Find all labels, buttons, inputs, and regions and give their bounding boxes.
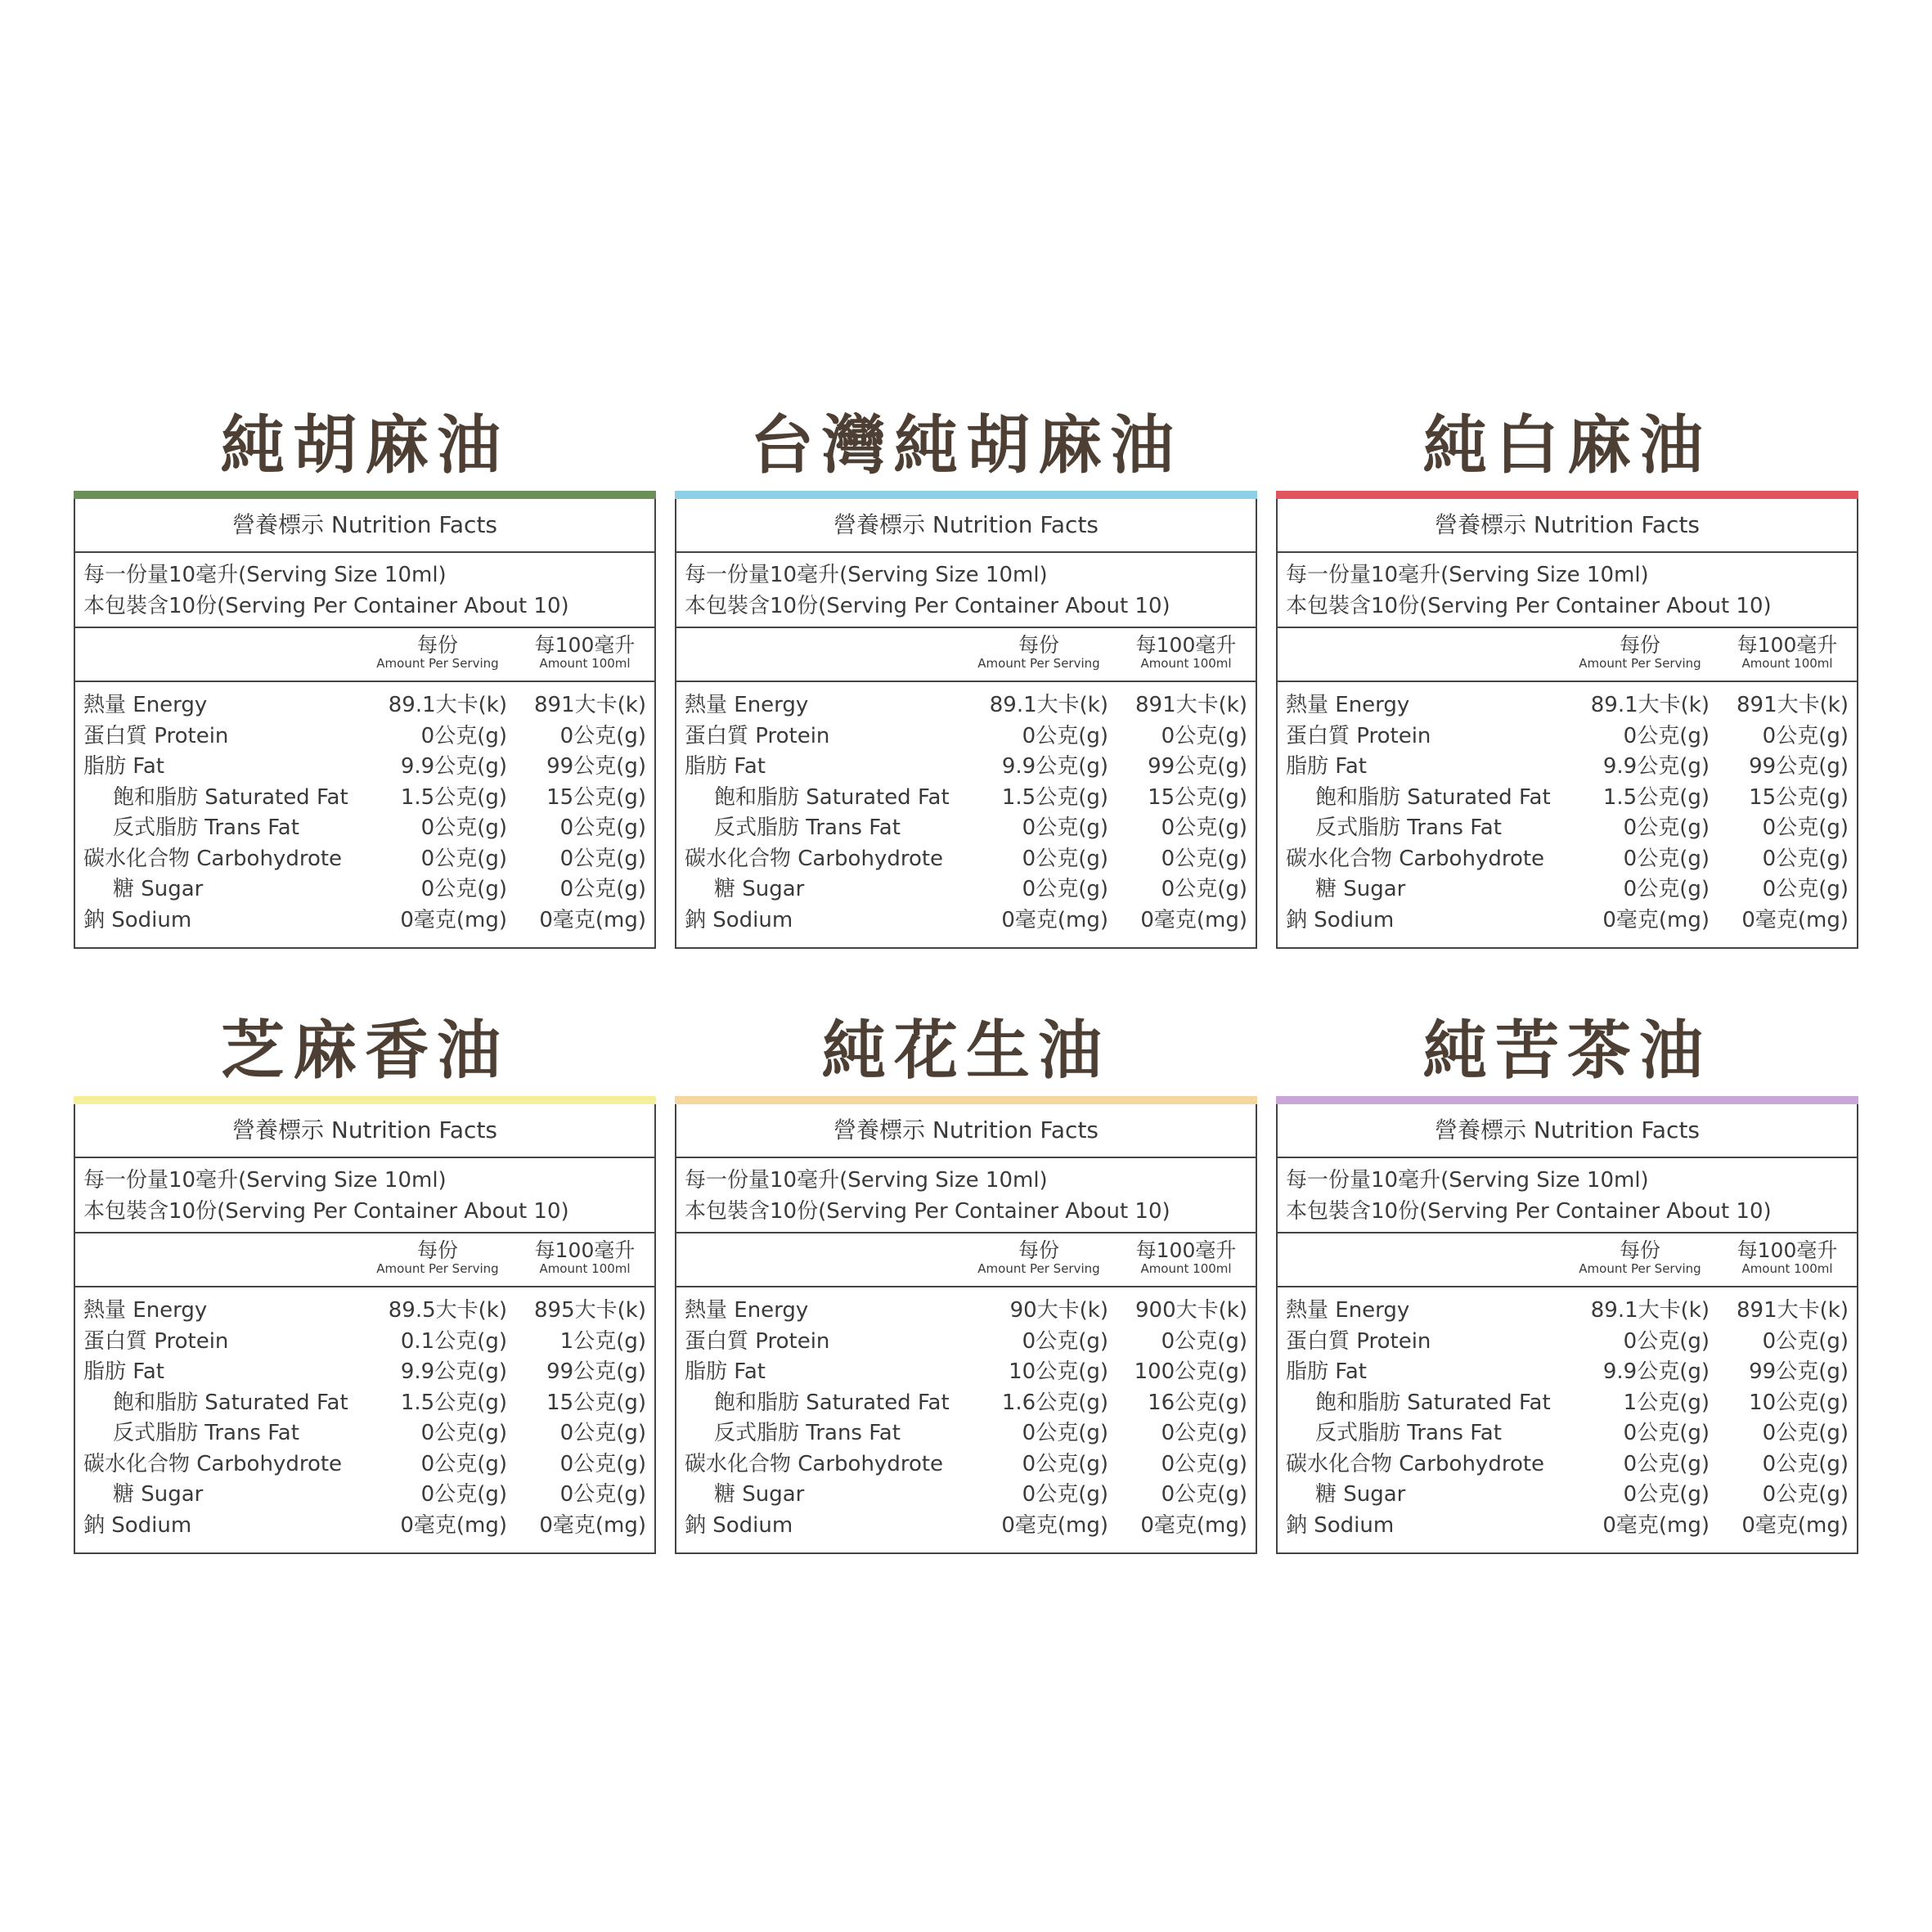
per-serving-value: 0毫克(mg) (400, 1512, 507, 1538)
per-100ml-value: 891大卡(k) (534, 693, 646, 717)
per-serving-value: 0公克(g) (1623, 877, 1710, 901)
per-100ml-header-main: 每100毫升 (1737, 633, 1838, 657)
per-100ml-value: 891大卡(k) (1737, 1298, 1849, 1323)
per-serving-header (360, 628, 515, 681)
product-title: 台灣純胡麻油 (749, 409, 1182, 483)
servings-per-container: 本包裝含10份(Serving Per Container About 10) (1286, 1199, 1772, 1224)
per-serving-value: 0公克(g) (1022, 877, 1108, 901)
per-100ml-value: 99公克(g) (1148, 754, 1247, 779)
per-serving-value: 0公克(g) (1022, 1328, 1108, 1354)
per-serving-value: 0公克(g) (1022, 723, 1108, 748)
per-100ml-value: 0公克(g) (1161, 1451, 1247, 1476)
nutrient-row (685, 813, 1247, 844)
per-100ml-value: 99公克(g) (546, 754, 646, 779)
nutrient-name: 反式脂肪 Trans Fat (113, 815, 299, 840)
per-serving-header (961, 1233, 1117, 1286)
nutrient-row (83, 783, 646, 814)
per-serving-value: 0公克(g) (1623, 1451, 1710, 1476)
per-serving-value: 9.9公克(g) (1602, 754, 1710, 779)
nutrient-name: 碳水化合物 Carbohydrote (83, 1451, 343, 1476)
per-serving-value: 0公克(g) (420, 723, 507, 748)
nutrient-row (1286, 1418, 1849, 1449)
nutrient-name: 脂肪 Fat (83, 754, 164, 779)
per-serving-value: 9.9公克(g) (400, 1359, 507, 1384)
nutrient-row (685, 690, 1247, 721)
per-serving-value: 89.1大卡(k) (989, 693, 1108, 717)
nutrient-name: 飽和脂肪 Saturated Fat (113, 784, 348, 810)
nutrient-row (83, 1327, 646, 1358)
nutrient-name: 脂肪 Fat (685, 754, 766, 779)
serving-info (676, 553, 1256, 628)
label-header: 營養標示 Nutrition Facts (676, 499, 1256, 553)
nutrient-row (1286, 874, 1849, 905)
per-100ml-value: 15公克(g) (1148, 784, 1247, 810)
nutrient-name: 碳水化合物 Carbohydrote (685, 1451, 944, 1476)
per-serving-value: 1.6公克(g) (1001, 1390, 1108, 1415)
nutrient-row (1286, 1296, 1849, 1327)
nutrient-row (83, 721, 646, 753)
per-100ml-value: 895大卡(k) (534, 1298, 646, 1323)
nutrient-row (83, 1511, 646, 1542)
per-serving-value: 0公克(g) (420, 815, 507, 840)
per-100ml-header-sub: Amount 100ml (1741, 656, 1833, 671)
per-serving-value: 0公克(g) (420, 1451, 507, 1476)
label-header: 營養標示 Nutrition Facts (1278, 499, 1857, 553)
per-100ml-header (1117, 628, 1256, 681)
per-serving-value: 89.1大卡(k) (1590, 693, 1710, 717)
per-serving-header-main: 每份 (1018, 1238, 1059, 1262)
per-100ml-value: 10公克(g) (1749, 1390, 1849, 1415)
nutrient-row (1286, 1511, 1849, 1542)
nutrient-name: 糖 Sugar (113, 877, 204, 901)
per-100ml-value: 891大卡(k) (1135, 693, 1247, 717)
per-serving-value: 9.9公克(g) (1001, 754, 1108, 779)
nutrient-row (83, 752, 646, 783)
per-serving-value: 0公克(g) (1623, 723, 1710, 748)
nutrient-row (685, 783, 1247, 814)
per-100ml-value: 99公克(g) (546, 1359, 646, 1384)
per-serving-header (360, 1233, 515, 1286)
per-100ml-header-main: 每100毫升 (1135, 633, 1237, 657)
nutrient-rows (676, 682, 1256, 947)
nutrient-name: 鈉 Sodium (1286, 1512, 1395, 1538)
servings-per-container: 本包裝含10份(Serving Per Container About 10) (685, 594, 1170, 618)
per-100ml-value: 0公克(g) (1762, 1328, 1849, 1354)
per-100ml-value: 0公克(g) (1161, 815, 1247, 840)
per-serving-value: 90大卡(k) (1009, 1298, 1108, 1323)
per-100ml-value: 16公克(g) (1148, 1390, 1247, 1415)
per-100ml-header-sub: Amount 100ml (539, 656, 631, 671)
per-serving-header-sub: Amount Per Serving (1579, 1261, 1701, 1276)
per-100ml-value: 0公克(g) (559, 846, 646, 871)
nutrient-name: 熱量 Energy (1286, 1298, 1410, 1323)
per-100ml-value: 0公克(g) (1161, 846, 1247, 871)
per-100ml-value: 0公克(g) (1161, 877, 1247, 901)
nutrient-row (83, 1418, 646, 1449)
nutrient-name: 鈉 Sodium (83, 1512, 192, 1538)
per-serving-value: 0公克(g) (1623, 1421, 1710, 1445)
per-100ml-value: 0毫克(mg) (539, 907, 646, 932)
per-serving-value: 0公克(g) (420, 1421, 507, 1445)
nutrient-row (685, 1511, 1247, 1542)
per-100ml-value: 15公克(g) (546, 1390, 646, 1415)
nutrient-name: 反式脂肪 Trans Fat (714, 1421, 901, 1445)
per-serving-value: 0.1公克(g) (400, 1328, 507, 1354)
per-serving-header (961, 628, 1117, 681)
per-100ml-header (1117, 1233, 1256, 1286)
per-serving-value: 0毫克(mg) (1001, 1512, 1108, 1538)
nutrient-row (83, 1449, 646, 1480)
per-100ml-value: 15公克(g) (1749, 784, 1849, 810)
nutrient-rows (75, 1287, 654, 1552)
nutrient-name: 碳水化合物 Carbohydrote (1286, 846, 1545, 871)
per-serving-value: 0公克(g) (1623, 846, 1710, 871)
nutrient-row (685, 1327, 1247, 1358)
per-100ml-value: 0公克(g) (1762, 815, 1849, 840)
per-100ml-header-sub: Amount 100ml (539, 1261, 631, 1276)
per-serving-value: 0公克(g) (1022, 1421, 1108, 1445)
nutrient-name: 碳水化合物 Carbohydrote (1286, 1451, 1545, 1476)
serving-size: 每一份量10毫升(Serving Size 10ml) (685, 563, 1048, 587)
product-title: 純胡麻油 (220, 409, 509, 483)
nutrient-row (685, 752, 1247, 783)
per-100ml-value: 0公克(g) (1762, 1451, 1849, 1476)
serving-info (75, 553, 654, 628)
per-serving-header-sub: Amount Per Serving (376, 1261, 499, 1276)
nutrient-row (83, 844, 646, 875)
per-100ml-value: 0公克(g) (1161, 1421, 1247, 1445)
nutrient-row (83, 874, 646, 905)
per-serving-value: 10公克(g) (1009, 1359, 1108, 1384)
per-serving-value: 0公克(g) (420, 1482, 507, 1507)
per-100ml-value: 0公克(g) (559, 815, 646, 840)
per-100ml-header-main: 每100毫升 (534, 1238, 636, 1262)
nutrient-name: 飽和脂肪 Saturated Fat (1315, 1390, 1551, 1415)
nutrient-rows (75, 682, 654, 947)
nutrient-name: 蛋白質 Protein (83, 1328, 229, 1354)
accent-bar (675, 491, 1257, 499)
nutrient-name: 飽和脂肪 Saturated Fat (714, 1390, 950, 1415)
product-title: 純花生油 (821, 1014, 1110, 1088)
nutrient-name: 反式脂肪 Trans Fat (113, 1421, 299, 1445)
nutrient-row (1286, 844, 1849, 875)
servings-per-container: 本包裝含10份(Serving Per Container About 10) (83, 594, 569, 618)
accent-bar (1276, 491, 1858, 499)
nutrition-label (74, 1104, 656, 1554)
per-100ml-value: 0公克(g) (1161, 723, 1247, 748)
per-100ml-value: 15公克(g) (546, 784, 646, 810)
serving-size: 每一份量10毫升(Serving Size 10ml) (685, 1168, 1048, 1193)
per-serving-value: 1公克(g) (1623, 1390, 1710, 1415)
per-100ml-value: 0毫克(mg) (1741, 1512, 1849, 1538)
per-serving-value: 0毫克(mg) (1602, 1512, 1710, 1538)
nutrition-label (1276, 499, 1858, 949)
servings-per-container: 本包裝含10份(Serving Per Container About 10) (83, 1199, 569, 1224)
per-100ml-value: 0公克(g) (1762, 1482, 1849, 1507)
nutrient-row (685, 1388, 1247, 1419)
per-100ml-value: 0公克(g) (1161, 1328, 1247, 1354)
nutrition-panel (1276, 1006, 1858, 1562)
nutrient-name: 熱量 Energy (685, 1298, 809, 1323)
nutrient-name: 鈉 Sodium (685, 907, 793, 932)
nutrient-row (83, 1357, 646, 1388)
per-100ml-header (515, 1233, 654, 1286)
nutrient-row (1286, 752, 1849, 783)
nutrient-row (1286, 1357, 1849, 1388)
per-serving-header-main: 每份 (1619, 1238, 1660, 1262)
nutrient-name: 飽和脂肪 Saturated Fat (113, 1390, 348, 1415)
nutrient-rows (676, 1287, 1256, 1552)
column-headers (676, 628, 1256, 682)
accent-bar (1276, 1096, 1858, 1104)
per-serving-header-main: 每份 (1619, 633, 1660, 657)
per-serving-header-sub: Amount Per Serving (977, 1261, 1100, 1276)
nutrient-name: 糖 Sugar (714, 877, 805, 901)
per-100ml-header-sub: Amount 100ml (1741, 1261, 1833, 1276)
nutrition-panel (675, 1006, 1257, 1562)
nutrient-name: 反式脂肪 Trans Fat (1315, 815, 1502, 840)
per-serving-value: 1.5公克(g) (400, 1390, 507, 1415)
per-serving-value: 89.1大卡(k) (388, 693, 507, 717)
per-100ml-value: 0毫克(mg) (539, 1512, 646, 1538)
per-100ml-value: 0公克(g) (559, 1451, 646, 1476)
per-serving-value: 0毫克(mg) (400, 907, 507, 932)
product-title: 純白麻油 (1422, 409, 1711, 483)
servings-per-container: 本包裝含10份(Serving Per Container About 10) (685, 1199, 1170, 1224)
serving-size: 每一份量10毫升(Serving Size 10ml) (83, 1168, 447, 1193)
per-serving-value: 1.5公克(g) (400, 784, 507, 810)
serving-info (75, 1158, 654, 1233)
servings-per-container: 本包裝含10份(Serving Per Container About 10) (1286, 594, 1772, 618)
nutrient-row (1286, 1480, 1849, 1511)
per-serving-value: 0毫克(mg) (1602, 907, 1710, 932)
per-serving-value: 0毫克(mg) (1001, 907, 1108, 932)
per-serving-value: 89.1大卡(k) (1590, 1298, 1710, 1323)
per-serving-header-sub: Amount Per Serving (376, 656, 499, 671)
per-100ml-value: 1公克(g) (559, 1328, 646, 1354)
nutrient-rows (1278, 682, 1857, 947)
per-100ml-value: 0公克(g) (559, 723, 646, 748)
nutrient-row (685, 905, 1247, 937)
nutrition-panel (74, 1006, 656, 1562)
per-serving-value: 9.9公克(g) (1602, 1359, 1710, 1384)
nutrient-row (685, 721, 1247, 753)
product-title: 芝麻香油 (220, 1014, 509, 1088)
per-100ml-value: 0毫克(mg) (1140, 907, 1247, 932)
nutrient-rows (1278, 1287, 1857, 1552)
per-100ml-value: 0公克(g) (1762, 877, 1849, 901)
serving-size: 每一份量10毫升(Serving Size 10ml) (83, 563, 447, 587)
nutrient-name: 脂肪 Fat (685, 1359, 766, 1384)
nutrient-row (685, 1480, 1247, 1511)
nutrition-label (1276, 1104, 1858, 1554)
nutrient-name: 熱量 Energy (83, 693, 208, 717)
nutrition-label (675, 1104, 1257, 1554)
per-serving-header-sub: Amount Per Serving (1579, 656, 1701, 671)
nutrient-row (685, 1418, 1247, 1449)
nutrient-row (1286, 690, 1849, 721)
nutrient-row (685, 844, 1247, 875)
nutrient-name: 脂肪 Fat (83, 1359, 164, 1384)
nutrient-name: 碳水化合物 Carbohydrote (83, 846, 343, 871)
nutrient-row (1286, 1388, 1849, 1419)
per-100ml-value: 99公克(g) (1749, 754, 1849, 779)
per-serving-header-main: 每份 (416, 1238, 458, 1262)
nutrient-name: 蛋白質 Protein (83, 723, 229, 748)
serving-size: 每一份量10毫升(Serving Size 10ml) (1286, 563, 1649, 587)
nutrient-row (83, 905, 646, 937)
per-serving-value: 9.9公克(g) (400, 754, 507, 779)
nutrient-row (685, 1296, 1247, 1327)
per-100ml-value: 0公克(g) (1161, 1482, 1247, 1507)
per-100ml-header-main: 每100毫升 (1737, 1238, 1838, 1262)
per-100ml-header (1718, 628, 1857, 681)
nutrient-row (83, 690, 646, 721)
nutrient-name: 鈉 Sodium (83, 907, 192, 932)
nutrient-name: 脂肪 Fat (1286, 754, 1367, 779)
per-serving-value: 0公克(g) (420, 846, 507, 871)
per-100ml-value: 0毫克(mg) (1140, 1512, 1247, 1538)
per-100ml-value: 0公克(g) (559, 877, 646, 901)
per-100ml-header (515, 628, 654, 681)
nutrition-panel (675, 401, 1257, 957)
nutrition-panel (1276, 401, 1858, 957)
serving-size: 每一份量10毫升(Serving Size 10ml) (1286, 1168, 1649, 1193)
per-serving-value: 0公克(g) (1022, 815, 1108, 840)
nutrient-name: 糖 Sugar (1315, 877, 1406, 901)
per-serving-value: 0公克(g) (1623, 1328, 1710, 1354)
nutrient-row (685, 1357, 1247, 1388)
nutrient-name: 蛋白質 Protein (1286, 1328, 1431, 1354)
product-title: 純苦茶油 (1422, 1014, 1711, 1088)
serving-info (1278, 553, 1857, 628)
nutrient-name: 飽和脂肪 Saturated Fat (714, 784, 950, 810)
serving-info (1278, 1158, 1857, 1233)
accent-bar (675, 1096, 1257, 1104)
nutrient-name: 蛋白質 Protein (1286, 723, 1431, 748)
nutrient-name: 反式脂肪 Trans Fat (1315, 1421, 1502, 1445)
per-serving-value: 0公克(g) (1623, 815, 1710, 840)
per-100ml-header-sub: Amount 100ml (1140, 1261, 1232, 1276)
per-serving-value: 0公克(g) (1022, 1451, 1108, 1476)
label-header: 營養標示 Nutrition Facts (75, 1104, 654, 1158)
column-headers (75, 1233, 654, 1287)
nutrient-row (83, 1480, 646, 1511)
column-headers (1278, 1233, 1857, 1287)
per-serving-value: 0公克(g) (1623, 1482, 1710, 1507)
nutrient-name: 熱量 Energy (83, 1298, 208, 1323)
per-serving-header-main: 每份 (416, 633, 458, 657)
nutrient-row (685, 1449, 1247, 1480)
per-100ml-value: 0公克(g) (1762, 1421, 1849, 1445)
per-100ml-value: 99公克(g) (1749, 1359, 1849, 1384)
nutrient-row (685, 874, 1247, 905)
label-header: 營養標示 Nutrition Facts (676, 1104, 1256, 1158)
column-headers (676, 1233, 1256, 1287)
serving-info (676, 1158, 1256, 1233)
per-serving-value: 0公克(g) (420, 877, 507, 901)
nutrient-name: 脂肪 Fat (1286, 1359, 1367, 1384)
nutrient-name: 鈉 Sodium (685, 1512, 793, 1538)
nutrient-row (1286, 783, 1849, 814)
nutrient-name: 蛋白質 Protein (685, 723, 830, 748)
per-100ml-value: 100公克(g) (1134, 1359, 1247, 1384)
per-serving-value: 1.5公克(g) (1001, 784, 1108, 810)
per-serving-header-main: 每份 (1018, 633, 1059, 657)
per-100ml-value: 0公克(g) (1762, 846, 1849, 871)
per-serving-value: 0公克(g) (1022, 1482, 1108, 1507)
per-100ml-value: 0公克(g) (559, 1482, 646, 1507)
nutrient-row (1286, 1449, 1849, 1480)
per-100ml-value: 0公克(g) (1762, 723, 1849, 748)
accent-bar (74, 491, 656, 499)
nutrition-label (74, 499, 656, 949)
per-100ml-value: 0公克(g) (559, 1421, 646, 1445)
nutrient-row (1286, 905, 1849, 937)
per-100ml-header-main: 每100毫升 (534, 633, 636, 657)
nutrient-name: 糖 Sugar (113, 1482, 204, 1507)
per-100ml-header-sub: Amount 100ml (1140, 656, 1232, 671)
nutrient-name: 蛋白質 Protein (685, 1328, 830, 1354)
nutrient-name: 熱量 Energy (685, 693, 809, 717)
column-headers (1278, 628, 1857, 682)
nutrition-grid (74, 401, 1858, 1562)
nutrient-row (1286, 813, 1849, 844)
per-serving-header (1562, 628, 1718, 681)
per-serving-value: 1.5公克(g) (1602, 784, 1710, 810)
per-serving-header-sub: Amount Per Serving (977, 656, 1100, 671)
nutrient-row (83, 1296, 646, 1327)
nutrient-row (1286, 1327, 1849, 1358)
nutrient-name: 鈉 Sodium (1286, 907, 1395, 932)
per-100ml-header (1718, 1233, 1857, 1286)
nutrient-name: 飽和脂肪 Saturated Fat (1315, 784, 1551, 810)
nutrient-name: 糖 Sugar (714, 1482, 805, 1507)
nutrient-row (83, 813, 646, 844)
label-header: 營養標示 Nutrition Facts (75, 499, 654, 553)
per-serving-value: 0公克(g) (1022, 846, 1108, 871)
nutrient-name: 反式脂肪 Trans Fat (714, 815, 901, 840)
nutrition-label (675, 499, 1257, 949)
nutrient-name: 碳水化合物 Carbohydrote (685, 846, 944, 871)
label-header: 營養標示 Nutrition Facts (1278, 1104, 1857, 1158)
nutrition-panel (74, 401, 656, 957)
per-serving-header (1562, 1233, 1718, 1286)
nutrient-name: 熱量 Energy (1286, 693, 1410, 717)
nutrient-name: 糖 Sugar (1315, 1482, 1406, 1507)
per-100ml-header-main: 每100毫升 (1135, 1238, 1237, 1262)
per-100ml-value: 900大卡(k) (1135, 1298, 1247, 1323)
column-headers (75, 628, 654, 682)
per-100ml-value: 0毫克(mg) (1741, 907, 1849, 932)
nutrient-row (83, 1388, 646, 1419)
per-serving-value: 89.5大卡(k) (388, 1298, 507, 1323)
nutrient-row (1286, 721, 1849, 753)
accent-bar (74, 1096, 656, 1104)
per-100ml-value: 891大卡(k) (1737, 693, 1849, 717)
